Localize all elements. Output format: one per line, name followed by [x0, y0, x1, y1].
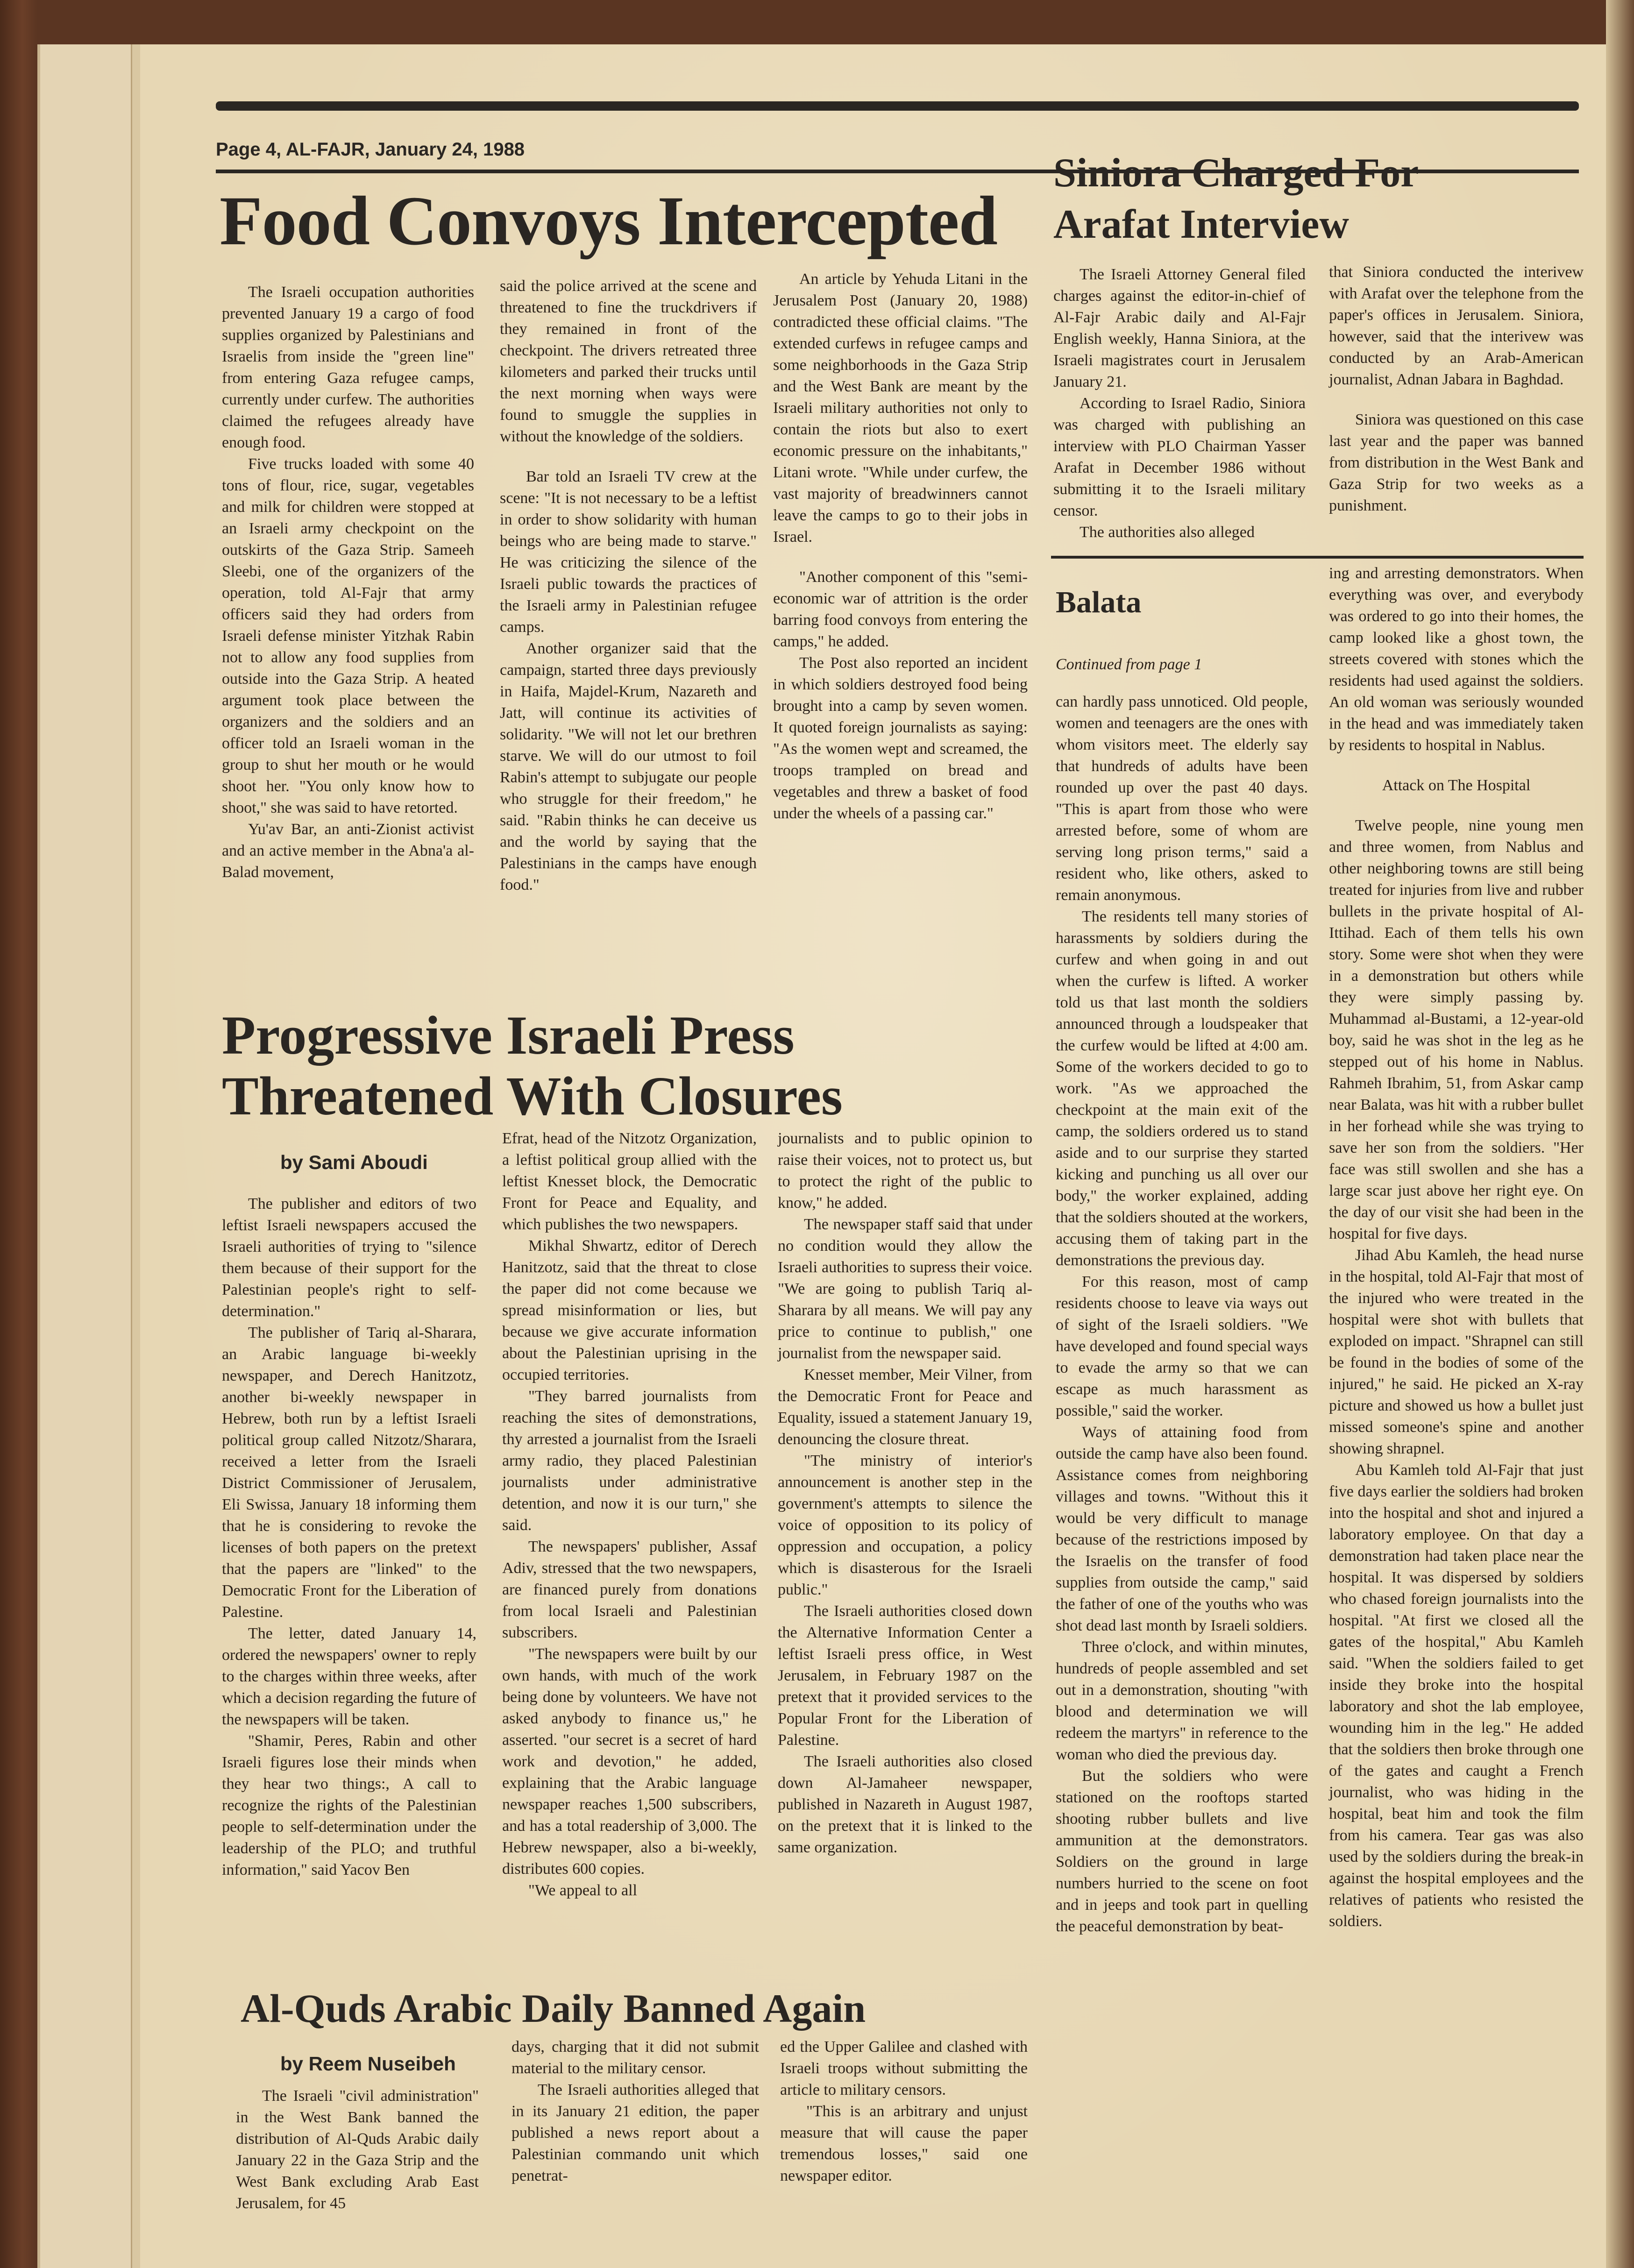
- convoys-column-3: [773, 269, 1028, 824]
- byline-alquds: by Reem Nuseibeh: [280, 2053, 456, 2075]
- alquds-column-1: [236, 2085, 479, 2214]
- paragraph: The Israeli occupation authorities prevented January 19 a cargo of food supplies organized by Palestinians and Israelis from inside the "green line" from entering Gaza refugee camps, currently under curfew. The authorities claimed the refugees already have enough food.: [222, 284, 474, 451]
- paragraph: "Another component of this "semi-economic war of attrition is the order barring food convoys from entering the camps," he added.: [773, 568, 1028, 650]
- paragraph: "This is an arbitrary and unjust measure that will cause the paper tremendous losses," said one newspaper editor.: [780, 2103, 1028, 2184]
- paragraph: The newspapers' publisher, Assaf Adiv, stressed that the two newspapers, are financed purely from donations from local Israeli and Palestinian subscribers.: [502, 1538, 757, 1641]
- siniora-column-1: [1053, 264, 1306, 543]
- press-column-2: [502, 1128, 757, 1901]
- paragraph: The publisher of Tariq al-Sharara, an Arabic language bi-weekly newspaper, and Derech Hanitzotz, another bi-weekly newspaper in Hebrew, both run by a leftist Israeli political group called Nitzotz/Sharara, received a letter from the Israeli District Commissioner of Jerusalem, Eli Swissa, January 18 informing them that he is considering to revoke the licenses of both papers on the pretext that the papers are "linked" to the Democratic Front for the Liberation of Palestine.: [222, 1324, 476, 1621]
- paragraph: Jihad Abu Kamleh, the head nurse in the hospital, told Al-Fajr that most of the injured who were treated in the hospital were shot with bullets that exploded on impact. "Shrapnel can still be found in the bodies of some of the injured," he said. He picked an X-ray picture and showed us how a bullet just missed someone's spine and another showing shrapnel.: [1329, 1247, 1584, 1457]
- subheading-attack-on-hospital: Attack on The Hospital: [1382, 777, 1531, 794]
- continued-note: Continued from page 1: [1056, 656, 1202, 673]
- paragraph: According to Israel Radio, Siniora was charged with publishing an interview with PLO Chairman Yasser Arafat in December 1986 without submitting it to the Israeli military censor.: [1053, 395, 1306, 519]
- paragraph: But the soldiers who were stationed on the rooftops started shooting rubber bullets and live ammunition at the demonstrators. Soldiers on the ground in large numbers hurried to the scene on foot and in jeeps and took part in quelling the peaceful demonstration by beat-: [1056, 1767, 1308, 1935]
- paragraph: days, charging that it did not submit material to the military censor.: [512, 2038, 759, 2077]
- paragraph: Ways of attaining food from outside the camp have also been found. Assistance comes from neighboring villages and towns. "Without this it would be very difficult to manage because of the restrictions imposed by the Israelis on the transfer of food supplies from outside the camp," said the father of one of the youths who was shot dead last month by Israeli soldiers.: [1056, 1424, 1308, 1634]
- headline-siniora-line-2: Arafat Interview: [1053, 202, 1349, 247]
- paragraph: An article by Yehuda Litani in the Jerusalem Post (January 20, 1988) contradicted these official claims. "The extended curfews in refugee camps and some neighborhoods in the Gaza Strip and the West Bank are meant by the Israeli military authorities not only to contain the riots but also to exert economic pressure on the inhabitants," Litani wrote. "While under curfew, the vast majority of breadwinners cannot leave the camps to go to their jobs in Israel.: [773, 270, 1028, 546]
- newspaper-page: [140, 44, 1633, 2268]
- paragraph: can hardly pass unnoticed. Old people, women and teenagers are the ones with whom visitors meet. The elderly say that hundreds of adults have been rounded up over the past 40 days. "This is apart from those who were arrested before, some of whom are serving long prison terms," said a resident who, like others, asked to remain anonymous.: [1056, 693, 1308, 904]
- paragraph: Siniora was questioned on this case last year and the paper was banned from distribution in the West Bank and Gaza Strip for two weeks as a punishment.: [1329, 411, 1584, 514]
- paragraph: The Israeli Attorney General filed charges against the editor-in-chief of Al-Fajr Arabic daily and Al-Fajr English weekly, Hanna Siniora, at the Israeli magistrates court in Jerusalem January 21.: [1053, 266, 1306, 390]
- paragraph: Three o'clock, and within minutes, hundreds of people assembled and set out in a demonstration, shouting "with blood and determination we will redeem the martyrs" in reference to the woman who died the previous day.: [1056, 1638, 1308, 1763]
- paragraph: that Siniora conducted the interivew with Arafat over the telephone from the paper's offices in Jerusalem. Siniora, however, said that the interivew was conducted by an Arab-American journalist, Adnan Jabara in Baghdad.: [1329, 263, 1584, 388]
- headline-balata: Balata: [1056, 585, 1142, 619]
- press-column-1: [222, 1193, 476, 1881]
- paragraph: Abu Kamleh told Al-Fajr that just five days earlier the soldiers had broken into the hospital and shot and injured a laboratory employee. On that day a demonstration had taken place near the hospital. It was dispersed by soldiers who chased foreign journalists into the hospital. "At first we closed all the gates of the hospital," Abu Kamleh said. "When the soldiers failed to get inside they broke into the hospital laboratory and shot the lab employee, wounding him in the leg." He added that the soldiers then broke through one of the gates and caught a French journalist, who was hiding in the hospital, beat him and took the film from his camera. Tear gas was also used by the soldiers during the break-in against the hospital employees and the relatives of patients who resisted the soldiers.: [1329, 1461, 1584, 1930]
- top-rule: [216, 101, 1579, 111]
- paragraph: The residents tell many stories of harassments by soldiers during the curfew and when going in and out when the curfew is lifted. A worker told us that last month the soldiers announced through a loudspeaker that the curfew would be lifted at 4:00 am. Some of the workers decided to go to work. "As we approached the checkpoint at the main exit of the camp, the soldiers ordered us to stand aside and to our surprise they started kicking and punching us all over our body," the worker explained, adding that the soldiers shouted at the workers, accusing them of taking part in the demonstrations the previous day.: [1056, 908, 1308, 1269]
- byline-press: by Sami Aboudi: [280, 1151, 428, 1173]
- paragraph: Mikhal Shwartz, editor of Derech Hanitzotz, said that the threat to close the paper did not come because we spread misinformation or lies, but because we give accurate information about the Palestinian uprising in the occupied territories.: [502, 1237, 757, 1383]
- book-binding: [0, 0, 37, 2268]
- press-column-3: [778, 1128, 1032, 1858]
- paragraph: The newspaper staff said that under no condition would they allow the Israeli authorities to supress their voice. "We are going to publish Tariq al-Sharara by all means. We will pay any price to continue to publish," one journalist from the newspaper said.: [778, 1216, 1032, 1362]
- headline-press-line-2: Threatened With Closures: [222, 1065, 843, 1127]
- paragraph: "The newspapers were built by our own hands, with much of the work being done by volunteers. We have not asked anybody to finance us," he asserted. "our secret is a secret of hard work and devotion," he added, explaining that the Arabic language newspaper reaches 1,500 subscribers, and has a total readership of 3,000. The Hebrew newspaper, also a bi-weekly, distributes 600 copies.: [502, 1645, 757, 1878]
- paragraph: ed the Upper Galilee and clashed with Israeli troops without submitting the article to military censors.: [780, 2038, 1028, 2098]
- paragraph: Five trucks loaded with some 40 tons of flour, rice, sugar, vegetables and milk for children were stopped at an Israeli army checkpoint on the outskirts of the Gaza Strip. Sameeh Sleebi, one of the organizers of the operation, told Al-Fajr that army officers said they had orders from Israeli defense minister Yitzhak Rabin not to allow any food supplies from outside into the Gaza Strip. A heated argument took place between the organizers and the soldiers and an officer told an Israeli woman in the group to shut her mouth or he would shoot her. "You only know how to shoot," she was said to have retorted.: [222, 455, 474, 816]
- paragraph: The authorities also alleged: [1080, 524, 1255, 541]
- balata-column-2: [1329, 563, 1584, 1932]
- siniora-column-2: [1329, 262, 1584, 517]
- paragraph: ing and arresting demonstrators. When everything was over, and everybody was ordered to go into their homes, the camp looked like a ghost town, the streets covered with stones which the residents had used against the soldiers. An old woman was seriously wounded in the head and was immediately taken by residents to hospital in Nablus.: [1329, 565, 1584, 754]
- convoys-column-1: [222, 282, 474, 883]
- paragraph: "The ministry of interior's announcement is another step in the government's attempts to silence the voice of opposition to its policy of oppression and occupation, a policy which is disasterous for the Israeli public.": [778, 1452, 1032, 1598]
- headline-siniora-line-1: Siniora Charged For: [1053, 150, 1419, 196]
- headline-press-line-1: Progressive Israeli Press: [222, 1005, 795, 1066]
- page-board: [37, 44, 134, 2268]
- page-folio: Page 4, AL-FAJR, January 24, 1988: [216, 139, 525, 160]
- paragraph: Knesset member, Meir Vilner, from the Democratic Front for Peace and Equality, issued a statement January 19, denouncing the closure threat.: [778, 1366, 1032, 1448]
- paragraph: Bar told an Israeli TV crew at the scene: "It is not necessary to be a leftist in order to show solidarity with human beings who are being made to starve." He was criticizing the silence of the Israeli public towards the practices of the Israeli army in Palestinian refugee camps.: [500, 468, 757, 636]
- paragraph: The letter, dated January 14, ordered the newspapers' owner to reply to the charges within three weeks, after which a decision regarding the future of the newspapers will be taken.: [222, 1625, 476, 1728]
- paragraph: For this reason, most of camp residents choose to leave via ways out of sight of the Israeli soldiers. "We have developed and found special ways to evade the army so that we can escape as much harassment as possible," said the worker.: [1056, 1273, 1308, 1419]
- alquds-column-2: [512, 2036, 759, 2187]
- paragraph: Yu'av Bar, an anti-Zionist activist and an active member in the Abna'a al-Balad movement,: [222, 821, 474, 881]
- alquds-column-3: [780, 2036, 1028, 2187]
- paragraph: The publisher and editors of two leftist Israeli newspapers accused the Israeli authorities of trying to "silence them because of their support for the Palestinian people's right to self-determination.": [222, 1195, 476, 1320]
- paragraph: "They barred journalists from reaching the sites of demonstrations, thy arrested a journalist from the Israeli army radio, they placed Palestinian journalists under administrative detention, and now it is our turn," she said.: [502, 1388, 757, 1534]
- siniora-bottom-rule: [1051, 556, 1584, 559]
- convoys-column-2: [500, 276, 757, 896]
- paragraph: Efrat, head of the Nitzotz Organization, a leftist political group allied with the leftist Knesset block, the Democratic Front for Peace and Equality, and which publishes the two newspapers.: [502, 1130, 757, 1233]
- paragraph: The Israeli authorities also closed down Al-Jamaheer newspaper, published in Nazareth in August 1987, on the pretext that it is linked to the same organization.: [778, 1753, 1032, 1856]
- balata-column-1: [1056, 654, 1308, 1937]
- paragraph: The Israeli authorities closed down the Alternative Information Center a leftist Israeli press office, in West Jerusalem, in February 1987 on the pretext that it provided services to the Popular Front for the Liberation of Palestine.: [778, 1602, 1032, 1749]
- page-edge-shadow: [1606, 0, 1634, 2268]
- paragraph: "Shamir, Peres, Rabin and other Israeli figures lose their minds when they hear two things:, A call to recognize the rights of the Palestinian people to self-determination under the leadership of the PLO; and truthful information," said Yacov Ben: [222, 1732, 476, 1878]
- paragraph: "We appeal to all: [528, 1882, 637, 1899]
- paragraph: said the police arrived at the scene and threatened to fine the truckdrivers if they remained in front of the checkpoint. The drivers retreated three kilometers and parked their trucks until the next morning when ways were found to smuggle the supplies in without the knowledge of the soldiers.: [500, 277, 757, 445]
- paragraph: The Post also reported an incident in which soldiers destroyed food being brought into a camp by seven women. It quoted foreign journalists as saying: "As the women wept and screamed, the troops trampled on bread and vegetables and threw a basket of food under the wheels of a passing car.": [773, 654, 1028, 822]
- paragraph: journalists and to public opinion to raise their voices, not to protect us, but to protect the right of the public to know," he added.: [778, 1130, 1032, 1212]
- paragraph: The Israeli "civil administration" in the West Bank banned the distribution of Al-Quds Arabic daily January 22 in the Gaza Strip and the West Bank excluding Arab East Jerusalem, for 45: [236, 2087, 479, 2212]
- headline-alquds: Al-Quds Arabic Daily Banned Again: [241, 1986, 866, 2031]
- headline-convoys: Food Convoys Intercepted: [220, 182, 997, 260]
- paragraph: Another organizer said that the campaign, started three days previously in Haifa, Majdel-Krum, Nazareth and Jatt, will continue its activities of solidarity. "We will not let our brethren starve. We will do our utmost to foil Rabin's attempt to subjugate our people who struggle for their freedom," he said. "Rabin thinks he can deceive us and the world by saying that the Palestinians in the camps have enough food.": [500, 640, 757, 893]
- paragraph: Twelve people, nine young men and three women, from Nablus and other neighboring towns are still being treated for injuries from live and rubber bullets in the private hospital of Al-Ittihad. Each of them tells his own story. Some were shot when they were in a demonstration but others while they were simply passing by. Muhammad al-Bustami, a 12-year-old boy, said he was shot in the leg as he stepped out of his home in Nablus. Rahmeh Ibrahim, 51, from Askar camp near Balata, was hit with a rubber bullet in her forhead while she was trying to save her son from the soldiers. "Her face was still swollen and she has a large scar just above her right eye. On the day of our visit she had been in the hospital for five days.: [1329, 817, 1584, 1242]
- paragraph: The Israeli authorities alleged that in its January 21 edition, the paper published a news report about a Palestinian commando unit which penetrat-: [512, 2081, 759, 2184]
